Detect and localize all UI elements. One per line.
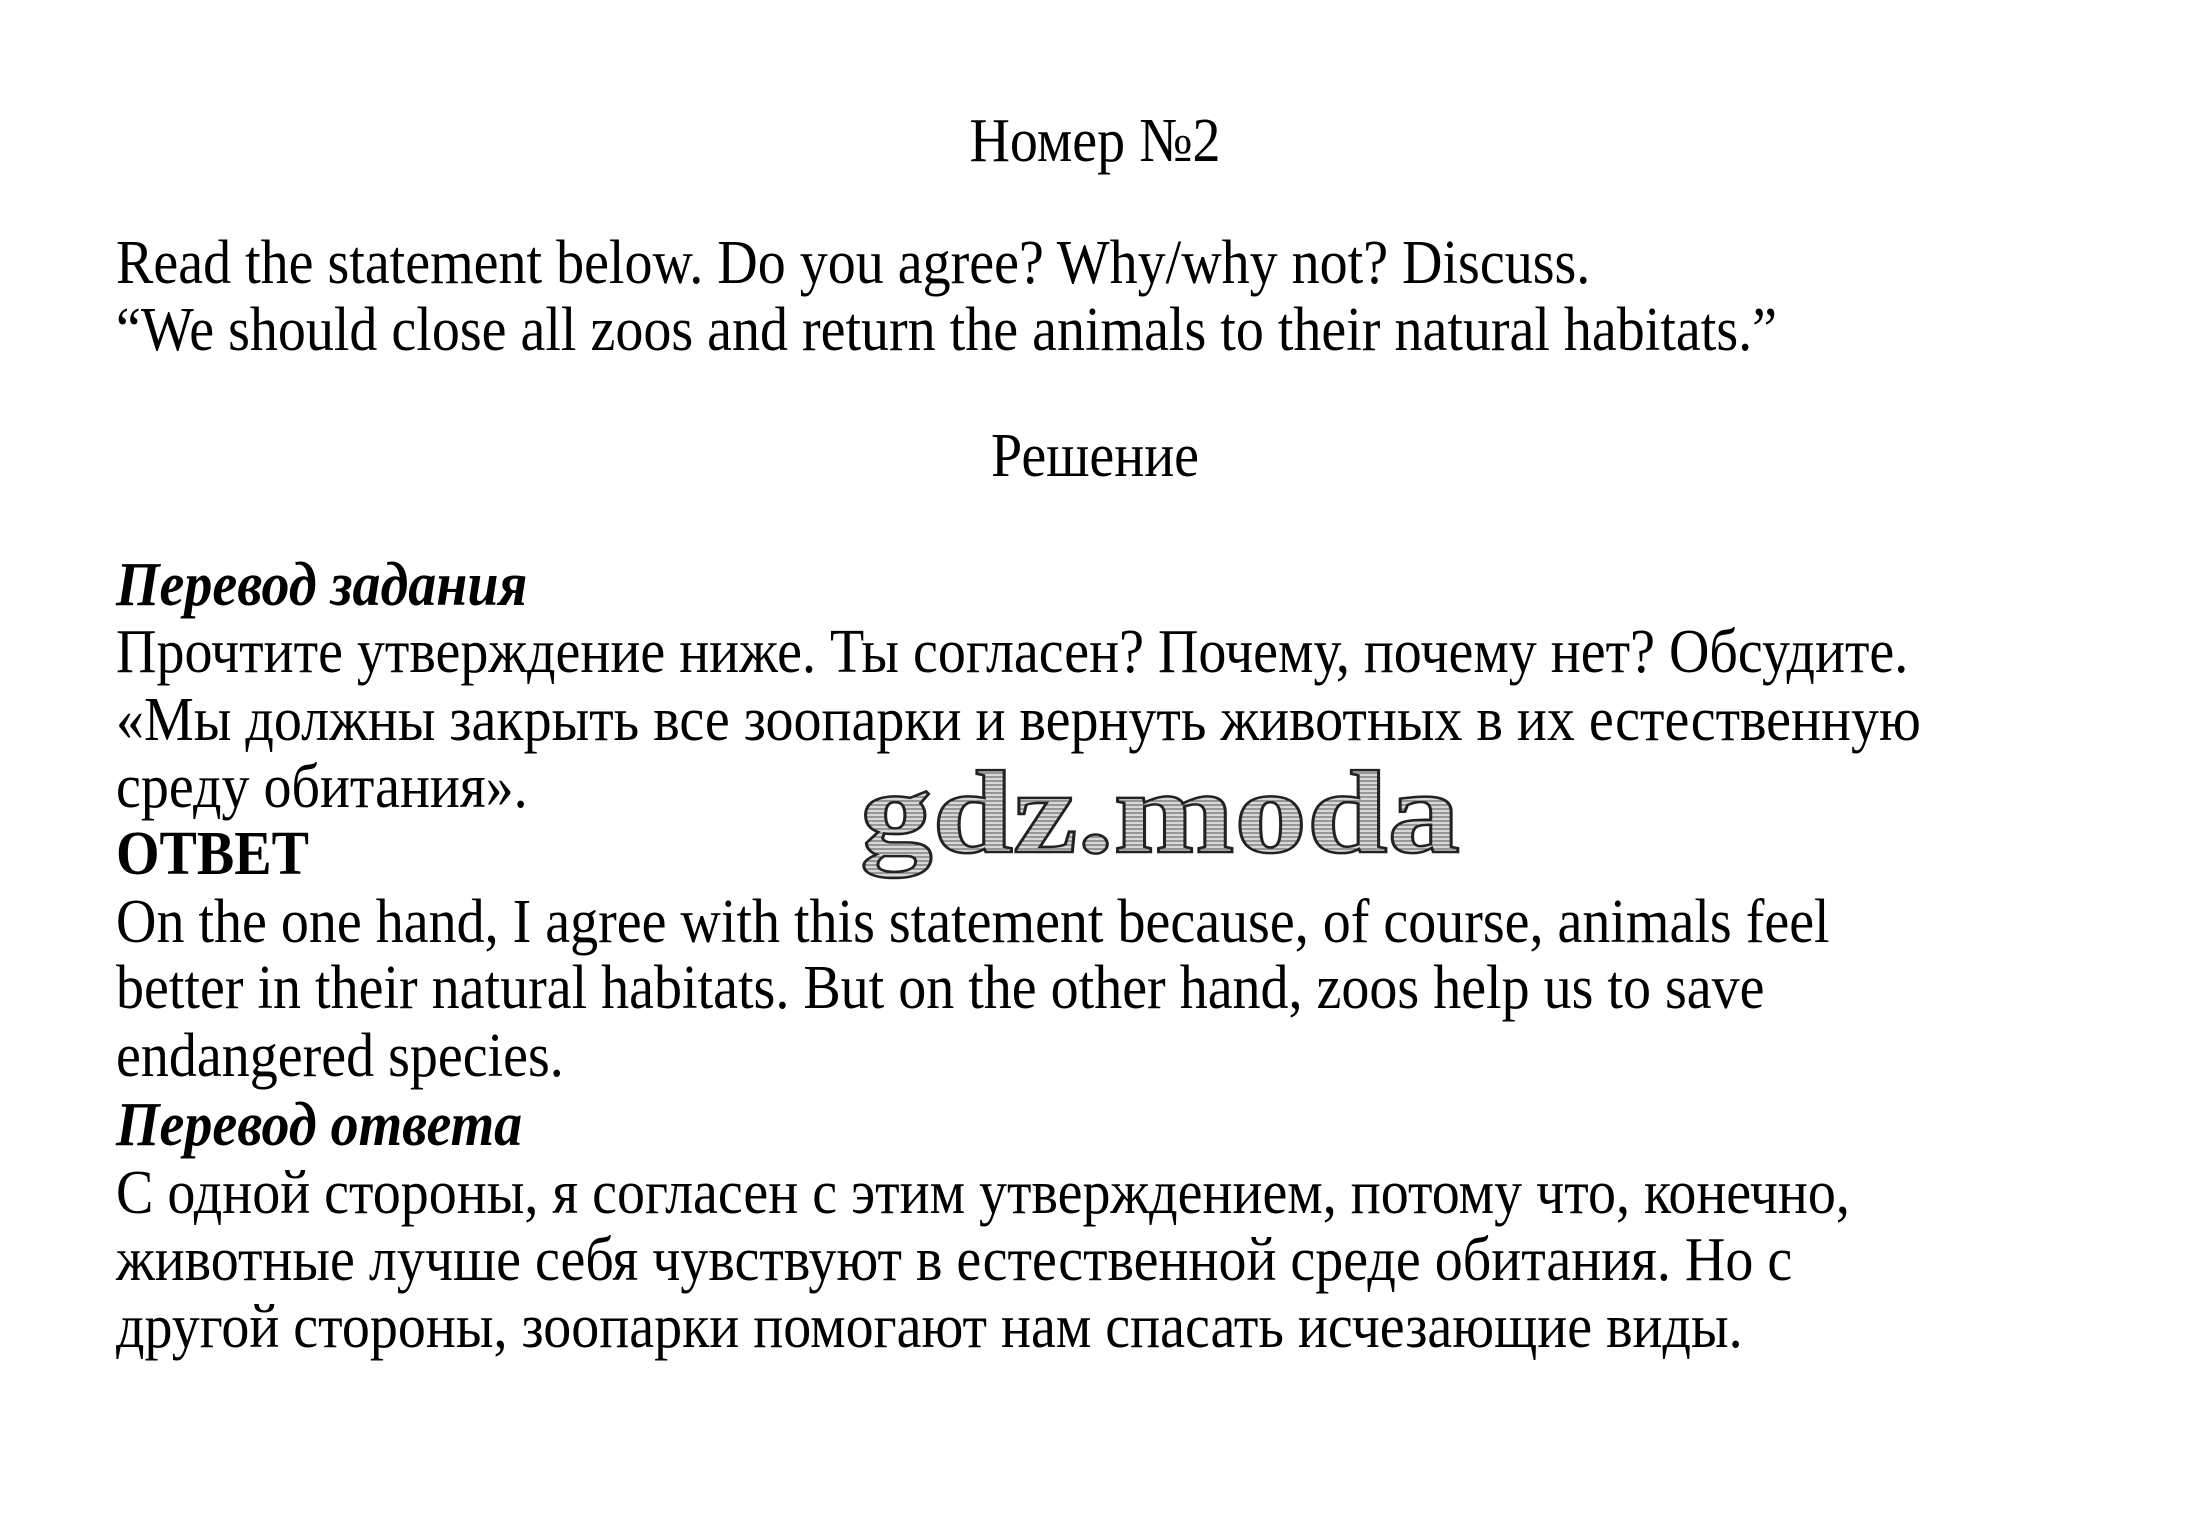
task-translation-line: «Мы должны закрыть все зоопарки и вернуть животных в их естественную <box>116 685 1921 755</box>
task-translation-heading: Перевод задания <box>116 550 528 620</box>
page-title: Номер №2 <box>969 106 1221 176</box>
solution-heading: Решение <box>990 421 1200 491</box>
answer-translation-line: животные лучше себя чувствуют в естественной среде обитания. Но с <box>116 1225 1793 1295</box>
task-quote: “We should close all zoos and return the animals to their natural habitats.” <box>116 295 1777 365</box>
task-line: Read the statement below. Do you agree? Why/why not? Discuss. <box>116 228 1591 298</box>
svg-text:gdz.moda: gdz.moda <box>860 752 1460 878</box>
task-translation-line: Прочтите утверждение ниже. Ты согласен? Почему, почему нет? Обсудите. <box>116 617 1909 687</box>
answer-translation-heading: Перевод ответа <box>116 1090 523 1160</box>
answer-translation-line: С одной стороны, я согласен с этим утверждением, потому что, конечно, <box>116 1158 1850 1228</box>
answer-heading: ОТВЕТ <box>116 819 309 889</box>
answer-translation-line: другой стороны, зоопарки помогают нам спасать исчезающие виды. <box>116 1292 1743 1362</box>
answer-line: better in their natural habitats. But on the other hand, zoos help us to save <box>116 953 1765 1023</box>
answer-line: endangered species. <box>116 1021 564 1091</box>
task-translation-line: среду обитания». <box>116 752 528 822</box>
watermark-logo <box>850 752 1470 892</box>
answer-line: On the one hand, I agree with this statement because, of course, animals feel <box>116 887 1830 957</box>
